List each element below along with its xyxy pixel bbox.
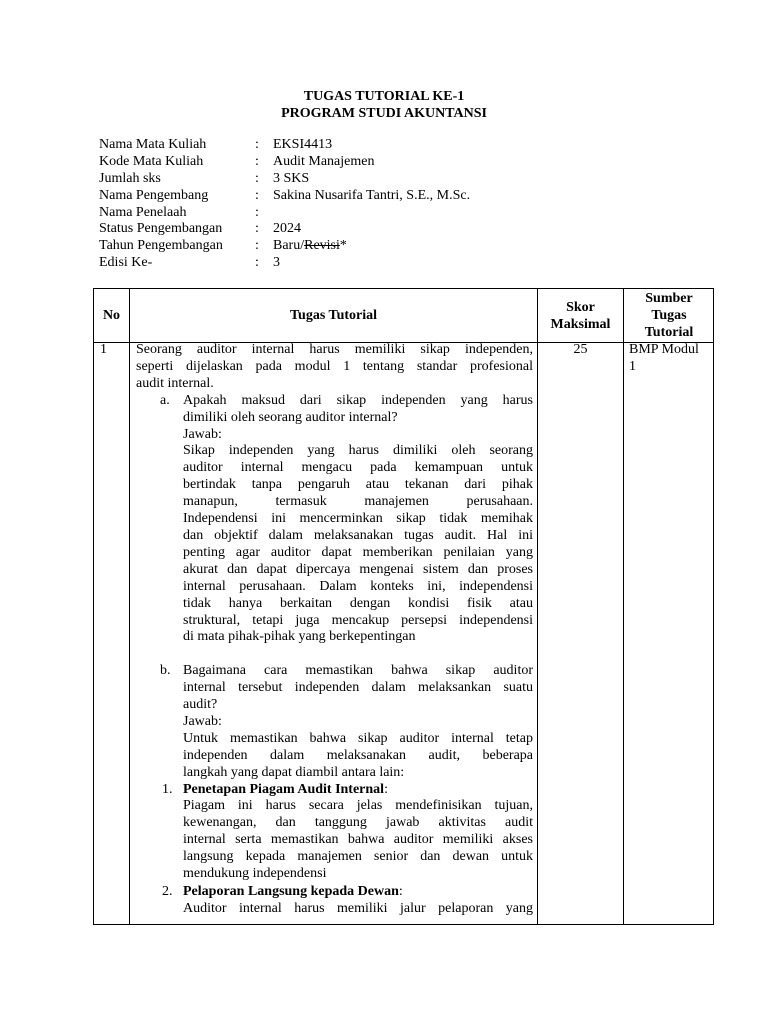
question-line: Apakah maksud dari sikap independen yang harus xyxy=(183,392,533,408)
meta-value: 2024 xyxy=(273,221,301,237)
meta-value-struck: Revisi xyxy=(304,238,340,254)
header-skor-line: Maksimal xyxy=(550,316,611,332)
list-item-title-text: Penetapan Piagam Audit Internal xyxy=(183,781,385,797)
meta-value: Sakina Nusarifa Tantri, S.E., M.Sc. xyxy=(273,187,471,203)
meta-label: Kode Mata Kuliah xyxy=(99,153,204,169)
source-line: BMP Modul xyxy=(629,342,699,357)
meta-colon: : xyxy=(255,221,259,237)
meta-row xyxy=(99,205,470,222)
list-item-line: langsung kepada manajemen senior dan dewan untuk xyxy=(183,849,533,865)
meta-colon: : xyxy=(255,238,259,254)
intro-line: seperti dijelaskan pada modul 1 tentang standar profesional xyxy=(136,358,533,374)
meta-row xyxy=(99,238,470,255)
list-item-title xyxy=(183,884,533,901)
list-item-line: mendukung independensi xyxy=(183,866,327,882)
meta-value xyxy=(273,238,347,255)
meta-row xyxy=(99,154,470,171)
course-info xyxy=(99,137,470,272)
answer-line: bertindak tanpa pengaruh atau tekanan dari pihak xyxy=(183,477,533,493)
list-item-title xyxy=(183,782,533,799)
meta-row xyxy=(99,137,470,154)
answer-line: dan objektif dalam melaksanakan tugas audit. Hal ini xyxy=(183,527,533,543)
list-item-line: internal serta memastikan bahwa auditor memiliki akses xyxy=(183,832,533,848)
meta-label: Nama Pengembang xyxy=(99,187,209,203)
column-divider xyxy=(129,289,130,924)
answer-line: manapun, termasuk manajemen perusahaan. xyxy=(183,494,533,510)
meta-value: Audit Manajemen xyxy=(273,153,375,169)
header-tugas: Tugas Tutorial xyxy=(289,308,378,323)
source-line: 1 xyxy=(629,358,636,374)
meta-row xyxy=(99,255,470,272)
tugas-cell xyxy=(136,342,533,918)
question-line: Bagaimana cara memastikan bahwa sikap auditor xyxy=(183,663,533,679)
meta-row xyxy=(99,188,470,205)
answer-line: Sikap independen yang harus dimiliki oleh seorang xyxy=(183,443,533,459)
list-item-line: kewenangan, dan tanggung jawab aktivitas audit xyxy=(183,815,533,831)
answer-label: Jawab: xyxy=(183,426,222,442)
document-title: TUGAS TUTORIAL KE-1 xyxy=(303,89,465,104)
document-subtitle: PROGRAM STUDI AKUNTANSI xyxy=(281,106,487,121)
meta-label: Nama Penelaah xyxy=(99,204,187,220)
row-number: 1 xyxy=(100,342,107,357)
list-item-title-suffix: : xyxy=(384,781,388,797)
meta-label: Status Pengembangan xyxy=(99,221,223,237)
meta-row xyxy=(99,221,470,238)
answer-line: langkah yang dapat diambil antara lain: xyxy=(183,764,405,780)
meta-label: Edisi Ke- xyxy=(99,255,153,271)
answer-line: auditor internal mengacu pada kemampuan untuk xyxy=(183,460,533,476)
header-sumber-line: Tutorial xyxy=(644,325,694,340)
list-item-marker: 2. xyxy=(162,883,173,899)
list-item xyxy=(136,782,533,883)
answer-line: akurat dan dapat dipercaya mengenai sistem dan proses xyxy=(183,561,533,577)
header-skor-line: Skor xyxy=(566,299,595,315)
meta-colon: : xyxy=(255,170,259,186)
spacer xyxy=(136,646,533,663)
list-item-title-suffix: : xyxy=(398,883,403,899)
meta-label: Jumlah sks xyxy=(99,170,161,186)
question-line: audit? xyxy=(183,697,218,713)
answer-line: tidak hanya berkaitan dengan kondisi fisik atau xyxy=(183,595,533,611)
list-item-line: Piagam ini harus secara jelas mendefinisikan tujuan, xyxy=(183,798,533,814)
answer-line: independen dalam melaksanakan audit, beberapa xyxy=(183,747,533,763)
header-sumber-line: Tugas xyxy=(651,308,687,323)
answer-line: penting agar auditor dapat memberikan penilaian yang xyxy=(183,544,533,560)
intro-line: audit internal. xyxy=(136,375,214,391)
meta-value: 3 xyxy=(273,255,280,271)
meta-colon: : xyxy=(255,255,259,271)
question-b xyxy=(136,663,533,781)
row-score: 25 xyxy=(573,342,588,357)
question-a xyxy=(136,393,533,647)
meta-colon: : xyxy=(255,187,259,203)
meta-label: Nama Mata Kuliah xyxy=(99,137,207,152)
intro-line: Seorang auditor internal harus memiliki sikap independen, xyxy=(136,342,533,357)
column-divider xyxy=(537,289,538,924)
answer-label: Jawab: xyxy=(183,713,222,729)
header-no: No xyxy=(102,308,121,323)
meta-label: Tahun Pengembangan xyxy=(99,238,223,254)
answer-line: di mata pihak-pihak yang berkepentingan xyxy=(183,629,416,645)
question-line: dimiliki oleh seorang auditor internal? xyxy=(183,409,398,425)
question-line: internal tersebut independen dalam melaksankan suatu xyxy=(183,680,533,696)
meta-value-part: * xyxy=(339,238,347,254)
meta-colon: : xyxy=(255,153,259,169)
meta-value: 3 SKS xyxy=(273,170,310,186)
answer-line: Independensi ini mencerminkan sikap tidak memihak xyxy=(183,511,533,527)
meta-value-part: Baru/ xyxy=(273,238,305,254)
answer-line: internal perusahaan. Dalam konteks ini, independensi xyxy=(183,578,533,594)
list-item-title-text: Pelaporan Langsung kepada Dewan xyxy=(183,883,399,899)
meta-colon: : xyxy=(255,137,259,152)
meta-row xyxy=(99,171,470,188)
header-skor xyxy=(538,289,623,342)
question-a-marker: a. xyxy=(160,392,170,408)
header-sumber-line: Sumber xyxy=(645,291,693,306)
list-item-marker: 1. xyxy=(162,781,173,797)
meta-value: EKSI4413 xyxy=(273,137,333,152)
list-item-line: Auditor internal harus memiliki jalur pelaporan yang xyxy=(183,900,533,916)
answer-line: Untuk memastikan bahwa sikap auditor internal tetap xyxy=(183,730,533,746)
header-sumber xyxy=(624,289,714,342)
tutorial-table xyxy=(93,288,714,925)
meta-colon: : xyxy=(255,204,259,220)
question-b-marker: b. xyxy=(160,663,171,679)
answer-line: struktural, tetapi juga mencakup persepsi independensi xyxy=(183,612,533,628)
row-source xyxy=(629,342,699,376)
list-item xyxy=(136,884,533,918)
column-divider xyxy=(623,289,624,924)
